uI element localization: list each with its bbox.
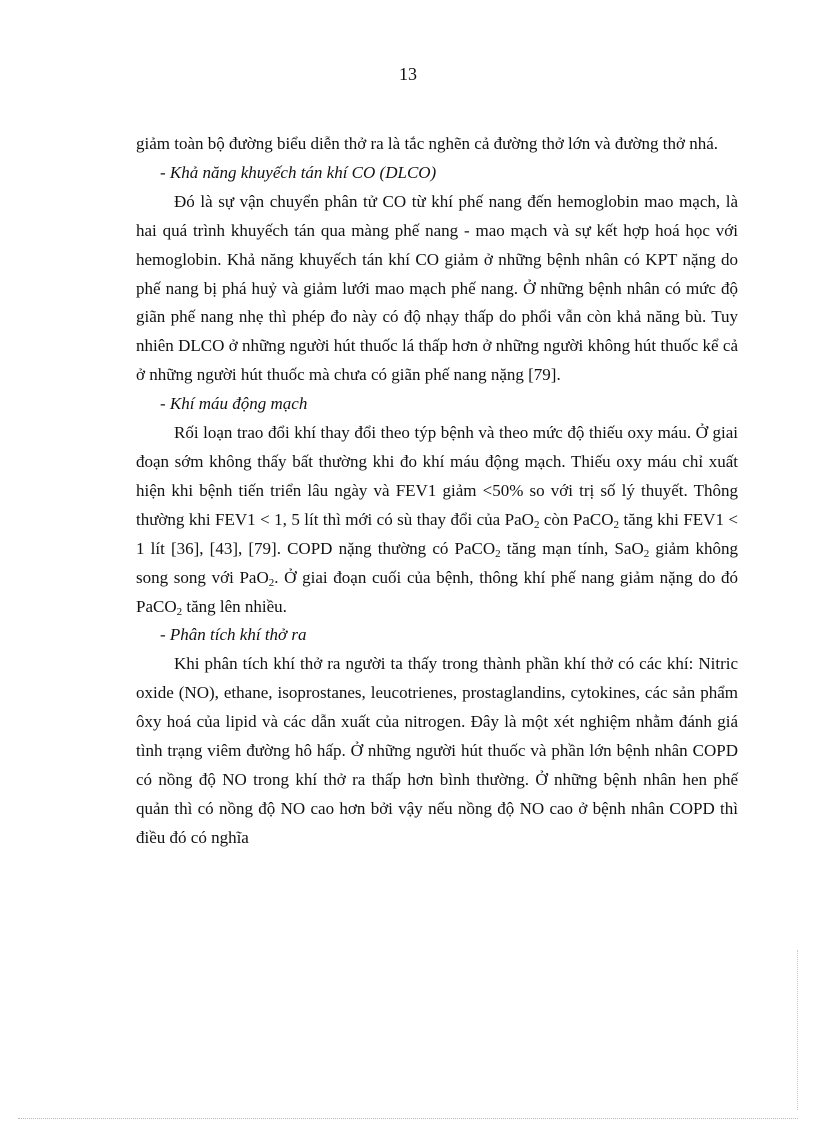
page-number: 13 [399, 64, 417, 84]
page-edge-guide [787, 950, 798, 1110]
text-run: . Ở giai đoạn cuối của bệnh, thông khí phế nang giảm nặng do đó [274, 567, 738, 587]
text-run: tăng lên nhiều. [182, 596, 287, 616]
chem-pao2: PaO$_2$ [239, 567, 275, 589]
paragraph-exhaled-gas: Khi phân tích khí thở ra người ta thấy trong thành phần khí thở có các khí: Nitric oxide (NO), ethane, isoprostanes, leucotrienes, prostaglandins, cytokines, các sản phẩm ôxy hoá của lipid và các dẫn xuất của nitrogen. Đây là một xét nghiệm nhằm đánh giá tình trạng viêm đường hô hấp. Ở những người hút thuốc và phần lớn bệnh nhân COPD có nồng độ NO trong khí thở ra thấp hơn bình thường. Ở những bệnh nhân hen phế quản thì có nồng độ NO cao hơn bởi vậy nếu nồng độ NO cao ở bệnh nhân COPD thì điều đó có nghĩa [136, 654, 738, 847]
heading-dash: - [160, 625, 170, 645]
paragraph-blood-gas [136, 419, 738, 621]
page-bottom-rule [18, 1118, 798, 1119]
chem-sao2: SaO$_2$ [614, 538, 650, 560]
heading-text: Khả năng khuyếch tán khí CO (DLCO) [169, 162, 437, 182]
text-run: còn [539, 509, 573, 529]
heading-dash: - [160, 162, 170, 182]
chem-paco2: PaCO$_2$ [454, 538, 501, 560]
section-heading-exhaled-gas [136, 621, 738, 650]
document-body [136, 130, 738, 853]
paragraph-dlco: Đó là sự vận chuyển phân tử CO từ khí phế nang đến hemoglobin mao mạch, là hai quá trình khuyếch tán qua màng phế nang - mao mạch và sự kết hợp hoá học với hemoglobin. Khả năng khuyếch tán khí CO giảm ở những bệnh nhân có KPT nặng do phế nang bị phá huỷ và giảm lưới mao mạch phế nang. Ở những bệnh nhân có mức độ giãn phế nang nhẹ thì phép đo này có độ nhạy thấp do phổi vẫn còn khả năng bù. Tuy nhiên DLCO ở những người hút thuốc lá thấp hơn ở những người không hút thuốc kể cả ở những người hút thuốc mà chưa có giãn phế nang nặng [79]. [136, 191, 738, 385]
section-heading-dlco [136, 159, 738, 188]
chem-pao2: PaO$_2$ [504, 509, 540, 531]
paragraph-continuation: giảm toàn bộ đường biểu diễn thở ra là tắc nghẽn cả đường thở lớn và đường thở nhá. [136, 134, 719, 153]
chem-paco2: PaCO$_2$ [136, 596, 183, 618]
heading-dash: - [160, 394, 170, 414]
text-run: Rối loạn trao đổi khí thay đổi theo týp bệnh và theo mức độ thiếu oxy máu. Ở giai đoạn sớm không thấy bất thường khi đo khí máu động mạch. Thiếu oxy máu chỉ xuất hiện khi bệnh tiến triển lâu ngày và FEV1 giảm <50% so với trị số lý thuyết. Thông thường khi FEV1 < 1, 5 lít thì mới có sù thay đổi của [136, 423, 738, 529]
text-run: tăng mạn tính, [500, 538, 615, 558]
text-run: giảm không song song với [136, 538, 738, 587]
section-heading-blood-gas [136, 390, 738, 419]
heading-text: Khí máu động mạch [169, 394, 308, 414]
heading-text: Phân tích khí thở ra [169, 625, 307, 645]
chem-paco2: PaCO$_2$ [572, 509, 620, 531]
text-run: tăng khi FEV1 < 1 lít [36], [43], [79]. COPD nặng thường có [136, 509, 738, 558]
